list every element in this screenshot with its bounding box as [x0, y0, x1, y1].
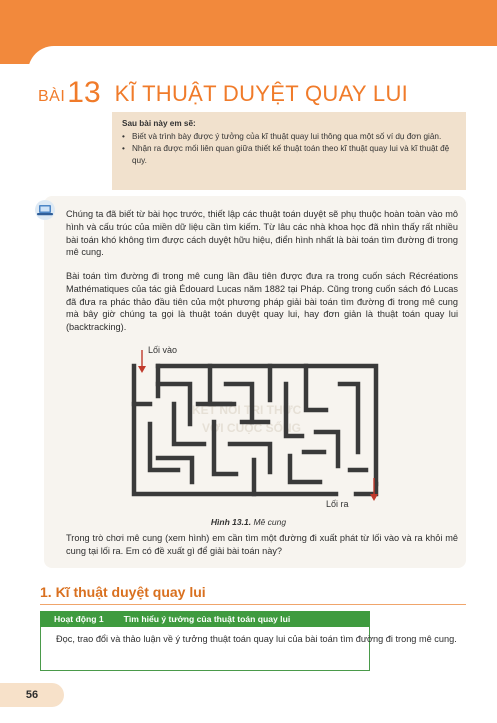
caption-text: Mê cung — [253, 517, 287, 527]
objective-item — [122, 131, 456, 143]
lesson-word: BÀI — [38, 88, 66, 105]
objectives-box — [112, 112, 466, 190]
caption-number: Hình 13.1. — [210, 517, 252, 527]
question-text: Trong trò chơi mê cung (xem hình) em cần tìm một đường đi xuất phát từ lối vào và ra khỏi mê cung tại lối ra. Em có đề xuất gì để giải bài toán này? — [66, 533, 458, 556]
objectives-heading: Sau bài này em sẽ: — [122, 119, 196, 128]
lesson-title — [38, 76, 408, 108]
activity-tag: Hoạt động 1 — [54, 614, 104, 624]
laptop-book-icon — [34, 200, 56, 220]
maze-exit-label: Lối ra — [326, 499, 349, 509]
maze-entrance-label: Lối vào — [148, 345, 178, 355]
activity-text: Đọc, trao đổi và thảo luận về ý tưởng thuật toán quay lui của bài toán tìm đường đi trong mê cung. — [56, 634, 457, 644]
activity-header — [40, 611, 370, 627]
exit-arrowhead-icon — [370, 494, 378, 501]
objective-text: Nhận ra được mối liên quan giữa thiết kế thuật toán theo kĩ thuật quay lui và kĩ thuật đệ quy. — [132, 144, 450, 165]
section-divider — [40, 604, 466, 605]
entrance-arrowhead-icon — [138, 366, 146, 373]
intro-paragraph: Chúng ta đã biết từ bài học trước, thiết lập các thuật toán duyệt sẽ phụ thuộc hoàn toàn vào mô hình và cấu trúc của miền dữ liệu cần tìm kiếm. Từ lâu các nhà khoa học đã nhìn thấy rất nhiều bài toán khó không tìm được cách duyệt hữu hiệu, điển hình nhất là bài toán tìm đường đi trong mê cung. — [66, 209, 458, 258]
page-number: 56 — [0, 683, 64, 707]
activity-name: Tìm hiểu ý tưởng của thuật toán quay lui — [123, 614, 291, 624]
objective-text: Biết và trình bày được ý tưởng của kĩ thuật quay lui thông qua một số ví dụ đơn giản. — [132, 132, 442, 141]
intro-paragraph: Bài toán tìm đường đi trong mê cung lần đầu tiên được đưa ra trong cuốn sách Récréations Mathématiques của tác giả Édouard Lucas năm 1882 tại Pháp. Cũng trong cuốn sách đó Lucas đã đưa ra phác thảo đầu tiên của một phương pháp giải bài toán tìm đường đi trong mê cung mà bây giờ chúng ta gọi là thuật toán duyệt quay lui, hay đơn giản là thuật toán quay lui (backtracking). — [66, 271, 458, 333]
objective-item — [122, 143, 456, 167]
maze-drawing — [130, 344, 384, 514]
bullet-icon: • — [122, 144, 125, 153]
lesson-name: KĨ THUẬT DUYỆT QUAY LUI — [114, 81, 409, 106]
figure-caption — [0, 517, 497, 527]
lesson-number: 13 — [67, 76, 101, 109]
maze-figure — [130, 344, 384, 514]
watermark-line: KẾT NỐI TRI THỨC — [192, 403, 302, 417]
bullet-icon: • — [122, 132, 125, 141]
section-heading: 1. Kĩ thuật duyệt quay lui — [40, 584, 206, 600]
watermark-line: VỚI CUỘC SỐNG — [202, 421, 301, 435]
